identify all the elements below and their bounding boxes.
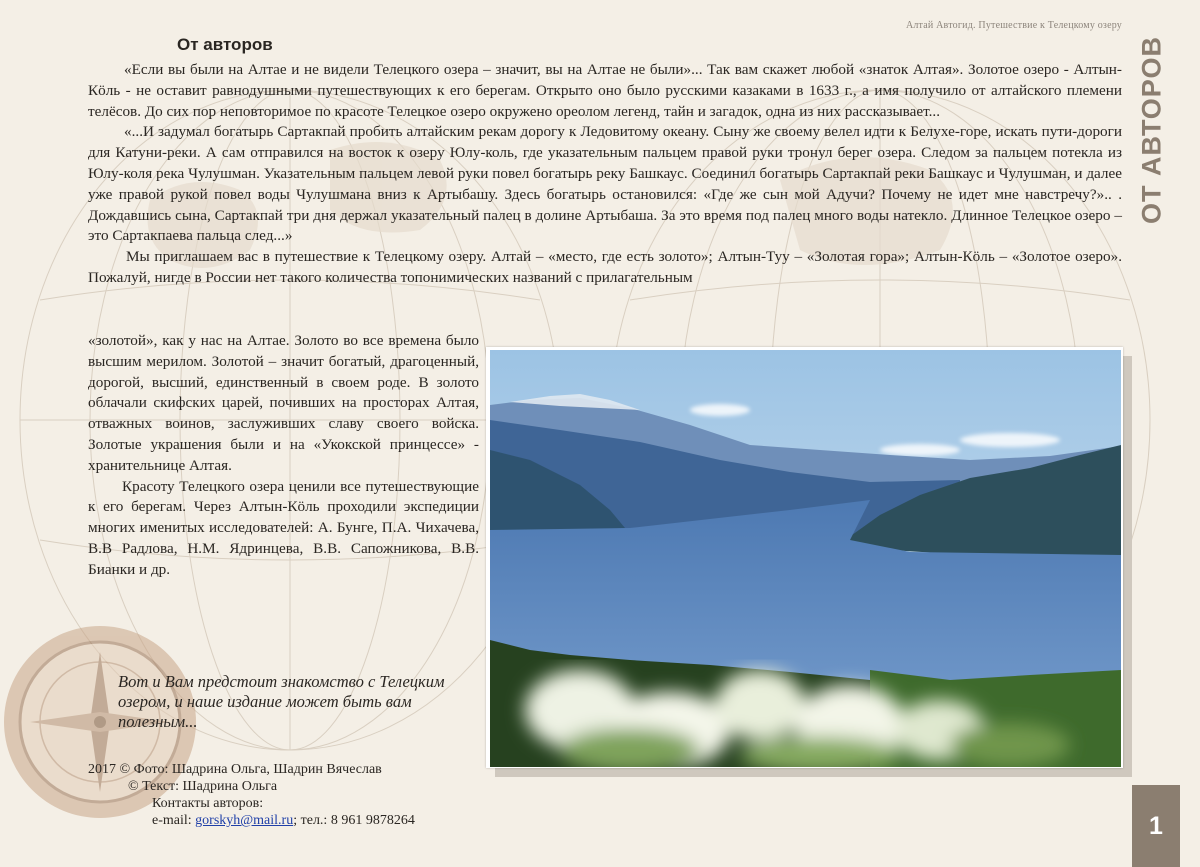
email-link[interactable]: gorskyh@mail.ru — [195, 813, 294, 828]
paragraph-legend: «...И задумал богатырь Сартакпай пробить алтайским рекам дорогу к Ледовитому океану. Сыну же своему велел идти к Белухе-горе, искать пути-дороги для Катуни-реки. А сам отправился на восток к озеру Юлу-коль, где указательным пальцем правой руки тронул берег озера. Следом за пальцем потекла из Юлу-коля река Чулушман. Указательным пальцем левой руки повел богатырь реку Башкаус. Соединил богатырь Сартакпай реки Башкаус и Чулушман, и далее уже правой рукой повел воды Чулушмана вниз к Артыбашу. Здесь богатырь остановился: «Где же сын мой Адучи? Почему не идет мне навстречу?».. . Дождавшись сына, Сартакпай три дня держал указательный палец в долине Артыбаша. За это время под палец много воды натекло. Длинное Телецкое озеро – это Сартакпаева пальца след...» — [88, 123, 1122, 245]
paragraph-invitation: Мы приглашаем вас в путешествие к Телецкому озеру. Алтай – «место, где есть золото»; Алтын-Туу – «Золотая гора»; Алтын-Кöль – «Золотое озеро». Пожалуй, нигде в России нет такого количества топонимических названий с прилагательным — [88, 248, 1122, 286]
running-header: Алтай Автогид. Путешествие к Телецкому озеру — [905, 20, 1122, 31]
credits — [88, 761, 415, 829]
closing-note: Вот и Вам предстоит знакомство с Телецким озером, и наше издание может быть вам полезным... — [118, 672, 445, 731]
section-heading: От авторов — [177, 35, 273, 54]
text-credit: © Текст: Шадрина Ольга — [128, 779, 278, 794]
page-number: 1 — [1132, 785, 1180, 867]
contacts-label: Контакты авторов: — [152, 796, 264, 811]
paragraph-golden: «золотой», как у нас на Алтае. Золото во все времена было высшим мерилом. Золотой – значит богатый, драгоценный, дорогой, высший, единственный в своем роде. В золото облачали скифских царей, почивших на просторах Алтая, отважных воинов, заслуживших славу своего войска. Золотые украшения были и на «Укокской принцессе» - хранительнице Алтая. — [88, 332, 479, 474]
side-section-title — [1112, 30, 1192, 230]
intro-text-block — [88, 60, 1122, 289]
paragraph-explorers: Красоту Телецкого озера ценили все путешествующие к его берегам. Через Алтын-Кöль проходили экспедиции многих именитых исследователей: А. Бунге, П.А. Чихачева, В.В Радлова, Н.М. Ядринцева, В.В. Сапожникова, В.В. Бианки и др. — [88, 477, 479, 578]
email-label: e-mail: — [152, 813, 196, 828]
lake-teletskoye-photo — [490, 350, 1121, 767]
side-title-text: ОТ АВТОРОВ — [1136, 36, 1167, 224]
left-column-text — [88, 331, 479, 581]
phone-text: ; тел.: 8 961 9878264 — [293, 813, 415, 828]
contact-line — [88, 812, 415, 829]
photo-frame — [486, 347, 1123, 768]
photo-credit: 2017 © Фото: Шадрина Ольга, Шадрин Вячеслав — [88, 762, 382, 777]
paragraph-epigraph: «Если вы были на Алтае и не видели Телецкого озера – значит, вы на Алтае не были»... Так вам скажет любой «знаток Алтая». Золотое озеро - Алтын-Кöль - не оставит равнодушными путешествующих к его берегам. Открыто оно было русскими казаками в 1633 г., а имя получило от алтайского племени телёсов. До сих пор неповторимое по красоте Телецкое озеро окружено ореолом легенд, тайн и загадок, одна из них рассказывает... — [88, 61, 1122, 120]
